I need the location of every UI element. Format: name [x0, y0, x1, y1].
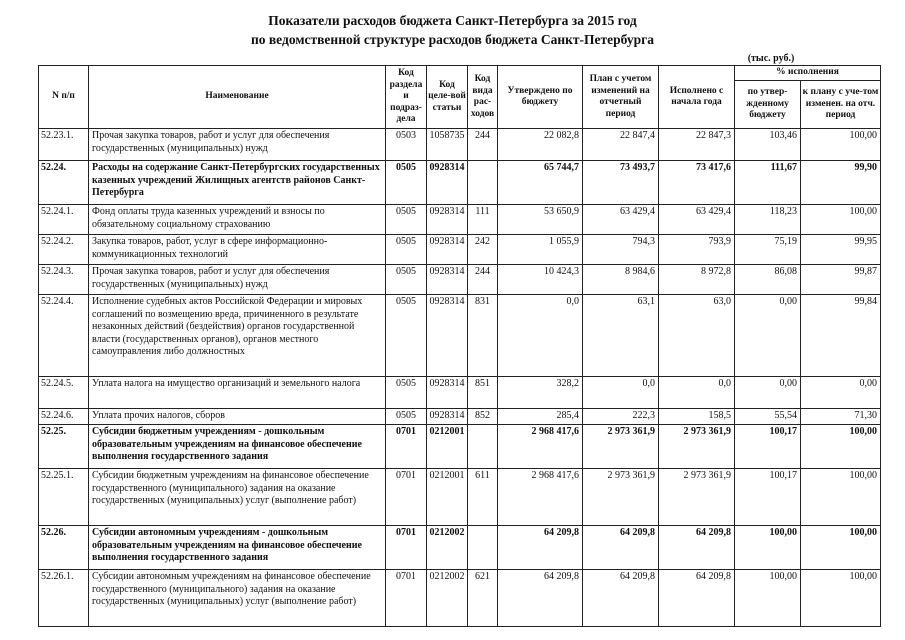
row-num: 52.24.4.	[39, 295, 89, 377]
row-num: 52.26.	[39, 526, 89, 570]
row-plan: 2 973 361,9	[583, 469, 659, 526]
row-section: 0505	[386, 265, 427, 295]
row-executed: 73 417,6	[659, 161, 735, 205]
header-pct-budget: по утвер-жденному бюджету	[735, 81, 801, 129]
table-row	[39, 409, 881, 425]
row-article: 1058735	[427, 129, 468, 161]
row-section: 0503	[386, 129, 427, 161]
row-approved: 1 055,9	[498, 235, 583, 265]
report-title: Показатели расходов бюджета Санкт-Петербурга за 2015 год	[268, 13, 637, 28]
row-plan: 63,1	[583, 295, 659, 377]
row-plan: 22 847,4	[583, 129, 659, 161]
header-type: Код вида рас-ходов	[468, 66, 498, 129]
table-row	[39, 469, 881, 526]
row-num: 52.26.1.	[39, 570, 89, 627]
row-type: 242	[468, 235, 498, 265]
row-pct-budget: 103,46	[735, 129, 801, 161]
table-row	[39, 235, 881, 265]
table-row	[39, 570, 881, 627]
header-article: Код целе-вой статьи	[427, 66, 468, 129]
row-approved: 0,0	[498, 295, 583, 377]
row-pct-plan: 100,00	[801, 526, 881, 570]
row-num: 52.24.3.	[39, 265, 89, 295]
row-pct-budget: 75,19	[735, 235, 801, 265]
row-plan: 63 429,4	[583, 205, 659, 235]
row-approved: 328,2	[498, 377, 583, 409]
row-executed: 64 209,8	[659, 570, 735, 627]
row-plan: 794,3	[583, 235, 659, 265]
row-pct-budget: 100,17	[735, 469, 801, 526]
budget-table	[38, 65, 881, 627]
row-pct-plan: 99,84	[801, 295, 881, 377]
table-row	[39, 205, 881, 235]
row-plan: 64 209,8	[583, 526, 659, 570]
table-row	[39, 129, 881, 161]
header-approved: Утверждено по бюджету	[498, 66, 583, 129]
row-pct-plan: 99,87	[801, 265, 881, 295]
row-article: 0928314	[427, 295, 468, 377]
row-type: 244	[468, 265, 498, 295]
row-approved: 285,4	[498, 409, 583, 425]
header-name: Наименование	[89, 66, 386, 129]
row-approved: 65 744,7	[498, 161, 583, 205]
row-num: 52.25.1.	[39, 469, 89, 526]
header-executed: Исполнено с начала года	[659, 66, 735, 129]
row-type: 831	[468, 295, 498, 377]
row-executed: 22 847,3	[659, 129, 735, 161]
row-pct-budget: 0,00	[735, 295, 801, 377]
row-pct-plan: 100,00	[801, 469, 881, 526]
row-approved: 64 209,8	[498, 570, 583, 627]
row-pct-budget: 0,00	[735, 377, 801, 409]
row-num: 52.24.5.	[39, 377, 89, 409]
row-article: 0928314	[427, 265, 468, 295]
row-num: 52.24.1.	[39, 205, 89, 235]
row-executed: 63,0	[659, 295, 735, 377]
row-name: Закупка товаров, работ, услуг в сфере информационно-коммуникационных технологий	[89, 235, 386, 265]
header-section: Код раздела и подраз-дела	[386, 66, 427, 129]
row-executed: 158,5	[659, 409, 735, 425]
row-article: 0928314	[427, 409, 468, 425]
row-name: Фонд оплаты труда казенных учреждений и взносы по обязательному социальному страхованию	[89, 205, 386, 235]
row-article: 0928314	[427, 377, 468, 409]
row-approved: 10 424,3	[498, 265, 583, 295]
unit-label: (тыс. руб.)	[747, 53, 795, 64]
row-num: 52.24.2.	[39, 235, 89, 265]
row-name: Субсидии бюджетным учреждениям на финансовое обеспечение государственного (муниципального) задания на оказание государственных (муниципальных) услуг (выполнение работ)	[89, 469, 386, 526]
row-pct-plan: 100,00	[801, 205, 881, 235]
row-type: 621	[468, 570, 498, 627]
row-section: 0505	[386, 235, 427, 265]
row-type: 244	[468, 129, 498, 161]
row-approved: 64 209,8	[498, 526, 583, 570]
row-name: Уплата прочих налогов, сборов	[89, 409, 386, 425]
row-type	[468, 425, 498, 469]
table-row	[39, 265, 881, 295]
row-name: Уплата налога на имущество организаций и земельного налога	[89, 377, 386, 409]
row-approved: 2 968 417,6	[498, 469, 583, 526]
row-executed: 0,0	[659, 377, 735, 409]
row-name: Субсидии автономным учреждениям на финансовое обеспечение государственного (муниципального) задания на оказание государственных (муниципальных) услуг (выполнение работ)	[89, 570, 386, 627]
row-num: 52.25.	[39, 425, 89, 469]
row-name: Субсидии автономным учреждениям - дошкольным образовательным учреждениям на финансовое обеспечение выполнения государственного задания	[89, 526, 386, 570]
row-article: 0928314	[427, 235, 468, 265]
row-type	[468, 526, 498, 570]
row-executed: 64 209,8	[659, 526, 735, 570]
row-name: Субсидии бюджетным учреждениям - дошкольным образовательным учреждениям на финансовое обеспечение выполнения государственного задания	[89, 425, 386, 469]
table-row	[39, 161, 881, 205]
row-pct-budget: 55,54	[735, 409, 801, 425]
row-pct-budget: 100,00	[735, 570, 801, 627]
header-percent: % исполнения	[735, 66, 881, 81]
row-plan: 222,3	[583, 409, 659, 425]
row-pct-budget: 118,23	[735, 205, 801, 235]
row-pct-plan: 100,00	[801, 129, 881, 161]
table-row	[39, 377, 881, 409]
row-pct-plan: 71,30	[801, 409, 881, 425]
row-section: 0505	[386, 205, 427, 235]
row-article: 0212002	[427, 570, 468, 627]
row-pct-plan: 99,90	[801, 161, 881, 205]
row-type	[468, 161, 498, 205]
row-type: 852	[468, 409, 498, 425]
row-name: Расходы на содержание Санкт-Петербургских государственных казенных учреждений Жилищных агентств районов Санкт-Петербурга	[89, 161, 386, 205]
row-section: 0701	[386, 469, 427, 526]
row-executed: 2 973 361,9	[659, 469, 735, 526]
row-pct-budget: 86,08	[735, 265, 801, 295]
row-article: 0928314	[427, 205, 468, 235]
table-row	[39, 526, 881, 570]
row-approved: 53 650,9	[498, 205, 583, 235]
row-plan: 73 493,7	[583, 161, 659, 205]
row-type: 611	[468, 469, 498, 526]
row-pct-budget: 100,00	[735, 526, 801, 570]
row-section: 0701	[386, 526, 427, 570]
row-article: 0212002	[427, 526, 468, 570]
row-article: 0928314	[427, 161, 468, 205]
row-section: 0505	[386, 161, 427, 205]
row-article: 0212001	[427, 469, 468, 526]
header-plan: План с учетом изменений на отчетный период	[583, 66, 659, 129]
header-num: N п/п	[39, 66, 89, 129]
row-pct-budget: 100,17	[735, 425, 801, 469]
row-type: 111	[468, 205, 498, 235]
row-article: 0212001	[427, 425, 468, 469]
row-section: 0701	[386, 570, 427, 627]
row-name: Исполнение судебных актов Российской Федерации и мировых соглашений по возмещению вреда, причиненного в результате незаконных действий (бездействия) органов государственной власти (государственных органов), органов местного самоуправления либо должностных	[89, 295, 386, 377]
row-executed: 8 972,8	[659, 265, 735, 295]
row-section: 0701	[386, 425, 427, 469]
row-plan: 8 984,6	[583, 265, 659, 295]
row-executed: 793,9	[659, 235, 735, 265]
row-plan: 0,0	[583, 377, 659, 409]
row-type: 851	[468, 377, 498, 409]
row-name: Прочая закупка товаров, работ и услуг для обеспечения государственных (муниципальных) нужд	[89, 129, 386, 161]
row-name: Прочая закупка товаров, работ и услуг для обеспечения государственных (муниципальных) нужд	[89, 265, 386, 295]
row-approved: 2 968 417,6	[498, 425, 583, 469]
row-pct-plan: 99,95	[801, 235, 881, 265]
row-num: 52.24.	[39, 161, 89, 205]
row-plan: 2 973 361,9	[583, 425, 659, 469]
row-section: 0505	[386, 409, 427, 425]
header-pct-plan: к плану с уче-том изменен. на отч. период	[801, 81, 881, 129]
table-row	[39, 425, 881, 469]
row-executed: 2 973 361,9	[659, 425, 735, 469]
row-plan: 64 209,8	[583, 570, 659, 627]
row-num: 52.23.1.	[39, 129, 89, 161]
row-section: 0505	[386, 295, 427, 377]
report-subtitle: по ведомственной структуре расходов бюджета Санкт-Петербурга	[250, 32, 655, 47]
row-pct-budget: 111,67	[735, 161, 801, 205]
row-pct-plan: 100,00	[801, 570, 881, 627]
table-row	[39, 295, 881, 377]
row-num: 52.24.6.	[39, 409, 89, 425]
row-executed: 63 429,4	[659, 205, 735, 235]
row-section: 0505	[386, 377, 427, 409]
row-pct-plan: 100,00	[801, 425, 881, 469]
row-approved: 22 082,8	[498, 129, 583, 161]
row-pct-plan: 0,00	[801, 377, 881, 409]
